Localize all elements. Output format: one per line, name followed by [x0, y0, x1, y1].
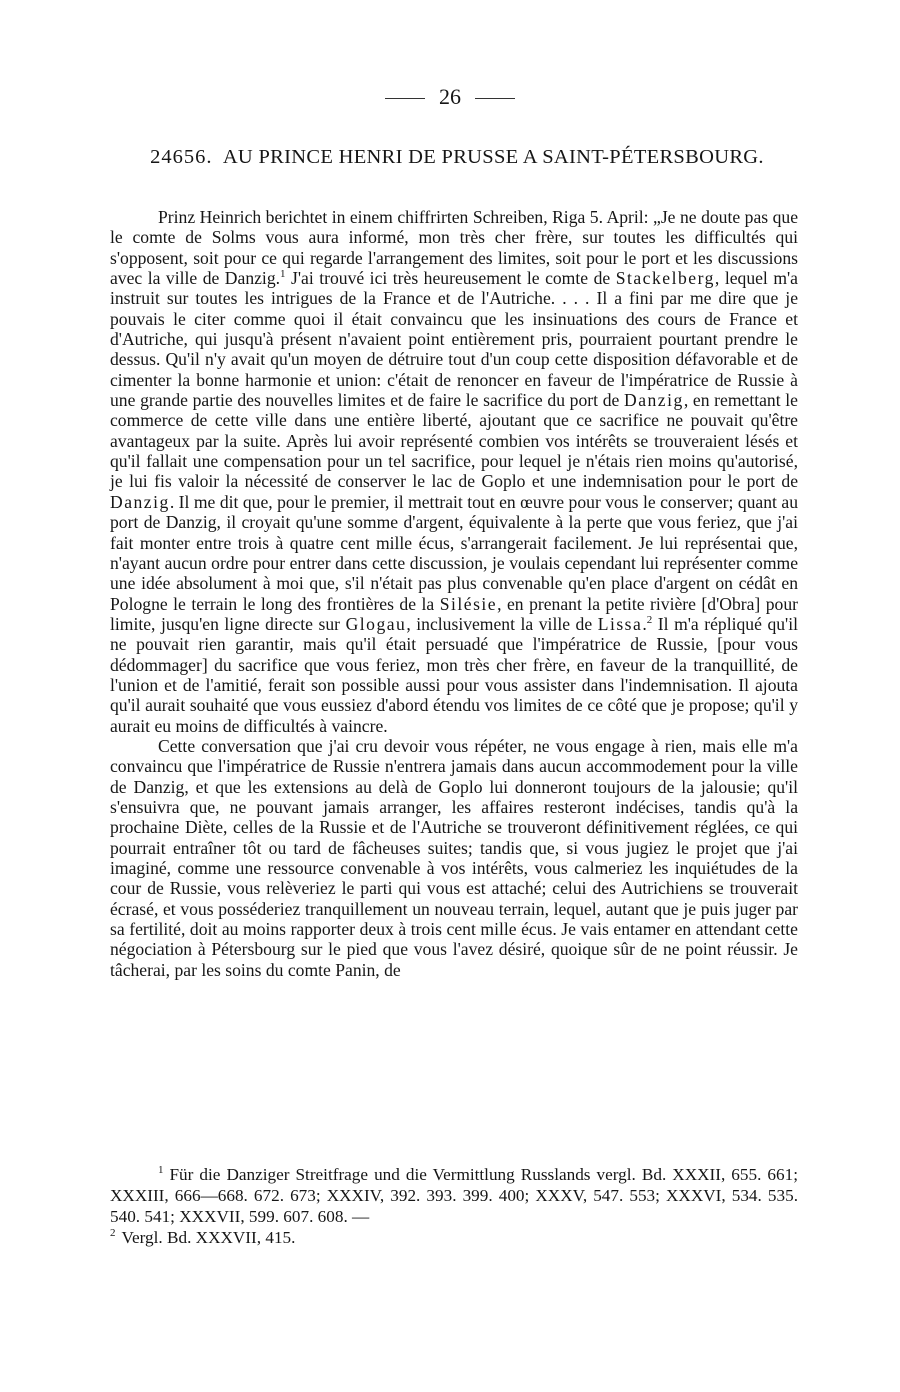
- text-run: J'ai trouvé ici très heureusement le comte de: [285, 268, 616, 289]
- letter-number: 24656.: [150, 146, 213, 168]
- letter-body: [110, 207, 798, 980]
- page-header: [0, 84, 900, 110]
- footnote-mark-1: 1: [158, 1164, 164, 1177]
- name-glogau: Glogau: [345, 613, 407, 634]
- header-rule-right: [475, 98, 515, 99]
- text-run: . Il me dit que, pour le premier, il mettrait tout en œuvre pour vous le conserver; quant au port de Danzig, il croyait qu'une somme d'argent, équivalente à la perte que vous feriez, que j'ai fait monter entre trois à quatre cent mille écus, s'arrangerait facilement. Je lui représentai que, n'ayant aucun ordre pour entrer dans cette discussion, je voulais cependant lui représenter comme une idée absolument à moi que, s'il n'était pas plus convenable qu'en place d'argent on cédât en Pologne le terrain le long des frontières de la: [110, 491, 798, 614]
- footnote-1-text: Für die Danziger Streitfrage und die Vermittlung Russlands vergl. Bd. XXXII, 655. 661; XXXIII, 666—668. 672. 673; XXXIV, 392. 393. 399. 400; XXXV, 547. 553; XXXVI, 534. 535. 540. 541; XXXVII, 599. 607. 608. —: [110, 1165, 798, 1226]
- name-stackelberg: Stackelberg: [615, 268, 715, 289]
- footnote-2-text: Vergl. Bd. XXXVII, 415.: [121, 1228, 296, 1247]
- paragraph-2: Cette conversation que j'ai cru devoir vous répéter, ne vous engage à rien, mais elle m'a convaincu que l'impératrice de Russie n'entrera jamais dans aucun accommodement pour la ville de Danzig, et que les extensions au delà de Goplo lui donneront toujours de la jalousie; qu'il s'ensuivra que, ne pouvant jamais arranger, les affaires resteront indécises, tandis qu'à la prochaine Diète, celles de la Russie et de l'Autriche se trouveront définitivement réglées, ce qui pourrait entraîner tôt ou tard de fâcheuses suites; tandis que, si vous jugiez le projet que j'ai imaginé, comme une ressource convenable à vos intérêts, vous calmeriez les inquiétudes de la cour de Russie, vous relèveriez le parti qui vous est attaché; celui des Autrichiens se trouverait écrasé, et vous posséderiez tranquillement un nouveau terrain, lequel, autant que je puis juger par sa fertilité, doit au moins rapporter deux à trois cent mille écus. Je vais entamer en attendant cette négociation à Pétersbourg sur le pied que vous l'avez désiré, quoique sûr de ne point réussir. Je tâcherai, par les soins du comte Panin, de: [110, 735, 798, 980]
- name-silesie: Silésie: [439, 593, 498, 614]
- text-run: Il m'a répliqué qu'il ne pouvait rien garantir, mais qu'il était persuadé que l'impératrice de Russie, [pour vous dédommager] du sacrifice que vous feriez, mon très cher frère, en faveur de la tranquillité, de l'union et de l'amitié, ferait son possible aussi pour vous assister dans l'indemnisation. Il ajouta qu'il aurait souhaité que vous eussiez d'abord étendu vos limites de ce côté que je propose; qu'il y aurait eu moins de difficultés à vaincre.: [110, 613, 798, 736]
- text-run: , inclusivement la ville de: [406, 613, 598, 634]
- footnote-2: [110, 1227, 798, 1248]
- letter-heading: AU PRINCE HENRI DE PRUSSE A SAINT-PÉTERSBOURG.: [222, 146, 764, 168]
- footnote-1: [110, 1164, 798, 1227]
- page-number: 26: [439, 84, 461, 109]
- text-run: .: [642, 613, 647, 634]
- paragraph-1: [110, 207, 798, 736]
- footnote-ref-2: 2: [646, 614, 653, 627]
- name-danzig: Danzig: [624, 390, 684, 411]
- name-lissa: Lissa: [597, 613, 643, 634]
- header-rule-left: [385, 98, 425, 99]
- text-run: Prinz Heinrich berichtet in einem chiffrirten Schreiben, Riga 5. April: „Je ne doute pas que le comte de Solms vous aura informé, mon très cher frère, sur toutes les difficultés qui s'opposent, soit pour ce qui regarde l'arrangement des limites, soit pour le port et les discussions avec la ville de Danzig.: [110, 207, 798, 289]
- text-run: , en remettant le commerce de cette ville dans une entière liberté, ajoutant que ce sacrifice ne pouvait qu'être avantageux par la suite. Après lui avoir représenté combien vos intérêts se trouveraient lésés et qu'il fallait une compensation pour un tel sacrifice, pour lequel je n'étais rien moins qu'autorisé, je lui fis valoir la nécessité de conserver le lac de Goplo et une indemnisation pour le port de: [110, 390, 798, 492]
- footnotes: [110, 1164, 798, 1248]
- footnote-mark-2: 2: [110, 1227, 116, 1240]
- text-run: , en prenant la petite rivière [d'Obra] pour limite, jusqu'en ligne directe sur: [110, 593, 798, 634]
- letter-title: [114, 145, 800, 170]
- footnote-ref-1: 1: [280, 268, 286, 281]
- name-danzig: Danzig: [110, 491, 170, 512]
- text-run: , lequel m'a instruit sur toutes les intrigues de la France et de l'Autriche. . . . Il a fini par me dire que je pouvais le citer comme quoi il était convaincu que les insinuations des cours de France et d'Autriche, qui jusqu'à présent n'avaient point entièrement pris, pourraient pourtant prendre le dessus. Qu'il n'y avait qu'un moyen de détruire tout d'un coup cette disposition défavorable et de cimenter la bonne harmonie et union: c'était de renoncer en faveur de l'impératrice de Russie à une grande partie des nouvelles limites et de faire le sacrifice du port de: [110, 268, 798, 411]
